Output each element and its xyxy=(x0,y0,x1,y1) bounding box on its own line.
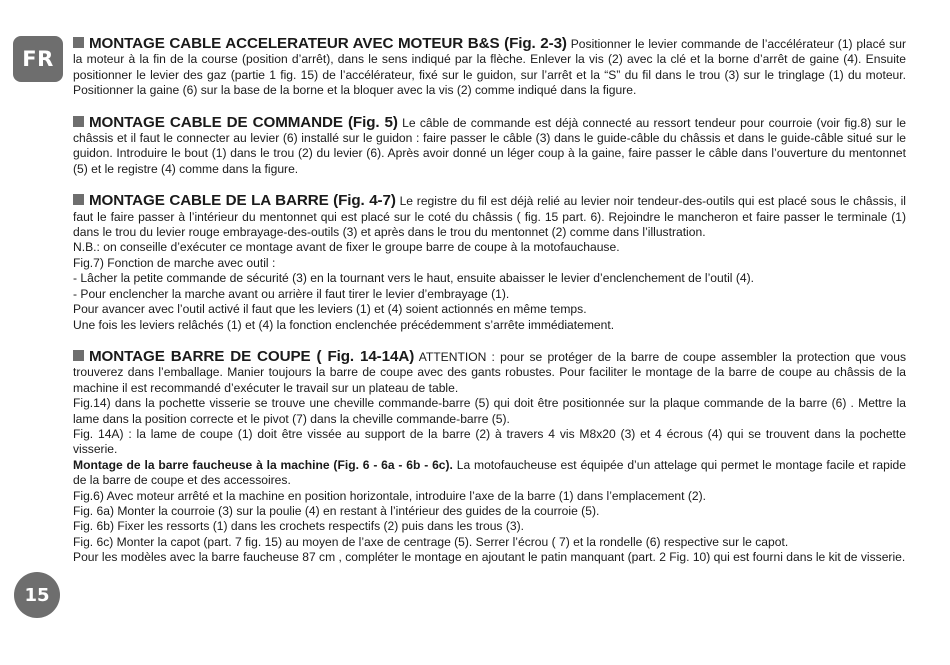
section-text: - Pour enclencher la marche avant ou arrière il faut tirer le levier d’embrayage (1). xyxy=(73,286,510,301)
section-text: Fig. 14A) : la lame de coupe (1) doit être vissée au support de la barre (2) à travers 4 vis M8x20 (3) et 4 écrous (4) qui se trouvent dans la pochette visserie. xyxy=(73,426,906,457)
section-paragraph xyxy=(73,193,906,240)
section-text: Fig.14) dans la pochette visserie se trouve une cheville commande-barre (5) qui doit être positionnée sur la plaque commande de la barre (6) . Mettre la lame dans la position correcte et le pivot (7) dans la cheville commande-barre (5). xyxy=(73,396,906,426)
section-text: Le registre du fil est déjà relié au levier noir tendeur-des-outils qui est placé sous le châssis, il faut le faire passer à l’intérieur du mentonnet qui est placé sur le coté du châssis ( fig. 15 part. 6). Rejoindre le mancheron et faire passer le terminale (1) dans le trou du levier rouge embrayage-des-outils (3) et après dans le trou du mentonnet (2) comme dans l’illustration. xyxy=(73,194,906,240)
section-cutting-bar xyxy=(73,349,906,566)
section-text: - Lâcher la petite commande de sécurité (3) en la tournant vers le haut, ensuite abaisser le levier d’enclenchement de l’outil (4). xyxy=(73,271,754,286)
language-label: FR xyxy=(22,47,54,71)
section-paragraph xyxy=(73,349,906,396)
section-text: Positionner le levier commande de l’accélérateur (1) placé sur la moteur à la fin de la course (position d’arrêt), dans le sens indiqué par la flèche. Enlever la vis (2) avec la clé et la borne d’arrêt de gaine (4). Ensuite positionner le levier des gaz (partie 1 fig. 15) de l’accélérateur, fixé sur le guidon, sur l’arrêt et la “S” du fil dans le trou (3) sur le tringlage (1) du moteur. Positionner la gaine (6) sur la base de la borne et la bloquer avec la vis (2) comme indiqué dans la figure. xyxy=(73,37,906,98)
section-heading: MONTAGE CABLE ACCELERATEUR AVEC MOTEUR B&S (Fig. 2-3) xyxy=(89,35,567,52)
section-text: Fig. 6c) Monter la capot (part. 7 fig. 15) au moyen de l’axe de centrage (5). Serrer l’écrou ( 7) et la rondelle (6) respective sur le capot. xyxy=(73,534,789,549)
section-text: N.B.: on conseille d’exécuter ce montage avant de fixer le groupe barre de coupe à la motofauchause. xyxy=(73,240,620,255)
section-text: Pour avancer avec l’outil activé il faut que les leviers (1) et (4) soient actionnés en même temps. xyxy=(73,302,587,317)
section-paragraph xyxy=(73,115,906,178)
page-number: 15 xyxy=(24,584,50,606)
square-bullet-icon xyxy=(73,37,84,48)
section-text: Fig. 6a) Monter la courroie (3) sur la poulie (4) en restant à l’intérieur des guides de la courroie (5). xyxy=(73,503,600,518)
section-text: Fig. 6b) Fixer les ressorts (1) dans les crochets respectifs (2) puis dans les trous (3). xyxy=(73,519,524,534)
section-bar-cable xyxy=(73,193,906,333)
square-bullet-icon xyxy=(73,194,84,205)
section-heading: MONTAGE BARRE DE COUPE ( Fig. 14-14A) xyxy=(89,347,415,365)
section-paragraph xyxy=(73,36,906,99)
section-paragraph xyxy=(73,458,906,489)
section-heading: MONTAGE CABLE DE LA BARRE (Fig. 4-7) xyxy=(89,192,396,210)
section-heading: MONTAGE CABLE DE COMMANDE (Fig. 5) xyxy=(89,113,398,131)
section-control-cable xyxy=(73,115,906,178)
section-text: Le câble de commande est déjà connecté au ressort tendeur pour courroie (voir fig.8) sur le châssis et il faut le connecter au levier (6) installé sur le guidon : faire passer le câble (3) dans le guide-câble du châssis et dans le guide-câble situé sur le guidon. Introduire le bout (1) dans le trou (2) du levier (6). Après avoir donné un léger coup à la gaine, faire passer le câble dans l’ouverture du mentonnet (5) et le registre (4) comme dans la figure. xyxy=(73,115,906,176)
page-number-badge xyxy=(14,572,60,618)
section-text: Une fois les leviers relâchés (1) et (4) la fonction enclenchée précédemment s’arrête immédiatement. xyxy=(73,317,615,332)
section-text: La motofaucheuse est équipée d’un attelage qui permet le montage facile et rapide de la barre de coupe et des accessoires. xyxy=(73,457,906,488)
section-subheading: Montage de la barre faucheuse à la machine (Fig. 6 - 6a - 6b - 6c). xyxy=(73,457,453,472)
section-text: Fig.6) Avec moteur arrêté et la machine en position horizontale, introduire l’axe de la barre (1) dans l’emplacement (2). xyxy=(73,488,707,503)
square-bullet-icon xyxy=(73,350,84,361)
section-text: Fig.7) Fonction de marche avec outil : xyxy=(73,255,276,270)
section-text: Pour les modèles avec la barre faucheuse 87 cm , compléter le montage en ajoutant le patin manquant (part. 2 Fig. 10) qui est fourni dans le kit de visserie. xyxy=(73,550,906,565)
section-accelerator-cable xyxy=(73,36,906,99)
language-tab xyxy=(13,36,63,82)
square-bullet-icon xyxy=(73,116,84,127)
section-text: ATTENTION : pour se protéger de la barre de coupe assembler la protection que vous trouverez dans l’emballage. Manier toujours la barre de coupe avec des gants robustes. Pour faciliter le montage de la barre de coupe au châssis de la machine il est recommandé d’exécuter le travail sur un plateau de table. xyxy=(73,349,907,395)
page-body xyxy=(73,36,906,582)
